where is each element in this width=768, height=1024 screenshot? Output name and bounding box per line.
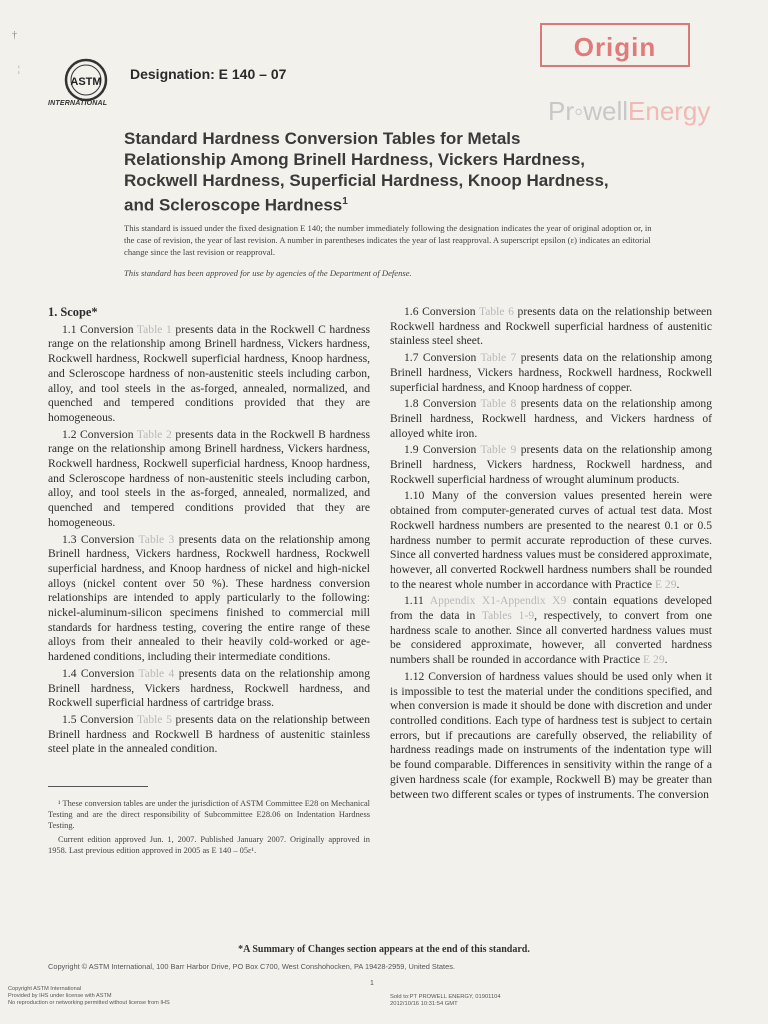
dod-approval-note: This standard has been approved for use by agencies of the Department of Defense.: [124, 268, 412, 278]
paragraph-1-11: 1.11 Appendix X1-Appendix X9 contain equations developed from the data in Tables 1-9, respectively, to convert from one hardness scale to another. Since all converted hardness values must be considered approximate, however, all converted hardness numbers shall be rounded in accordance with Practice E 29.: [390, 594, 713, 667]
paragraph-1-2: 1.2 Conversion Table 2 presents data in the Rockwell B hardness range on the relationship among Brinell hardness, Vickers hardness, Rockwell hardness, Rockwell superficial hardness, Knoop hardness, and Scleroscope hardness of non-austenitic steels including carbon, alloy, and tool steels in the as-forged, annealed, normalized, and quenched and tempered conditions provided that they are homogeneous.: [48, 427, 370, 529]
table-link[interactable]: Table 5: [136, 712, 172, 726]
footnote-edition: Current edition approved Jun. 1, 2007. Published January 2007. Originally approved in 1958. Last previous edition approved in 2005 as E 140 – 05ε¹.: [48, 835, 370, 855]
margin-mark: ¦: [18, 64, 20, 74]
paragraph-1-8: 1.8 Conversion Table 8 presents data on the relationship among Brinell hardness, Rockwell hardness, and Vickers hardness of alloyed white iron.: [390, 397, 713, 440]
logo-caption: INTERNATIONAL: [48, 100, 108, 107]
paragraph-1-5: 1.5 Conversion Table 5 presents data on the relationship between Brinell hardness and Rockwell B hardness of austenitic stainless steel plate in the annealed condition.: [48, 712, 370, 756]
table-link[interactable]: Table 6: [478, 305, 514, 318]
prowell-energy-watermark: Pr◦wellEnergy: [548, 96, 711, 126]
table-link[interactable]: Tables 1-9: [481, 609, 535, 623]
margin-mark: †: [12, 30, 17, 41]
designation: Designation: E 140 – 07: [130, 66, 287, 82]
table-link[interactable]: Table 8: [480, 397, 517, 411]
footnotes: [48, 798, 370, 859]
sold-to-notice: Sold to:PT PROWELL ENERGY, 01901104 2012/10/16 10:31:54 GMT: [390, 994, 501, 1007]
left-column: [48, 305, 370, 759]
footnote-1: ¹ These conversion tables are under the jurisdiction of ASTM Committee E28 on Mechanical Testing and are the direct responsibility of Subcommittee E28.06 on Indentation Hardness Testing.: [48, 799, 370, 830]
appendix-link[interactable]: Appendix X1-Appendix X9: [429, 594, 567, 608]
table-link[interactable]: Table 3: [138, 532, 175, 546]
paragraph-1-4: 1.4 Conversion Table 4 presents data on the relationship among Brinell hardness, Vickers hardness, Rockwell hardness, and Rockwell superficial hardness of cartridge brass.: [48, 666, 371, 710]
paragraph-1-6: 1.6 Conversion Table 6 presents data on the relationship between Rockwell hardness and Rockwell superficial hardness of austenitic stainless steel sheet.: [390, 305, 712, 348]
page-number: 1: [370, 980, 374, 987]
section-heading: 1. Scope*: [48, 305, 98, 319]
standard-intro: This standard is issued under the fixed designation E 140; the number immediately following the designation indicates the year of original adoption or, in the case of revision, the year of last revision. A number in parentheses indicates the year of last reapproval. A superscript epsilon (ε) indicates an editorial change since the last revision or reapproval.: [124, 223, 652, 257]
paragraph-1-10: 1.10 Many of the conversion values presented herein were obtained from computer-generated curves of actual test data. Most Rockwell hardness numbers are presented to the nearest 0.1 or 0.5 hardness number to permit accurate reproduction of these curves. Since all converted hardness values must be considered approximate, however, all converted Rockwell hardness numbers shall be rounded to the nearest whole number in accordance with Practice E 29.: [390, 489, 712, 591]
summary-of-changes-note: *A Summary of Changes section appears at the end of this standard.: [238, 944, 530, 955]
license-notice: Copyright ASTM International Provided by IHS under license with ASTM No reproduction or networking permitted without license from IHS: [8, 986, 170, 1006]
paragraph-1-3: 1.3 Conversion Table 3 presents data on the relationship among Brinell hardness, Vickers hardness, Rockwell hardness, Rockwell superficial hardness, and Knoop hardness of nickel and high-nickel alloys (nickel content over 50 %). These hardness conversion relationships are intended to apply particularly to the following: nickel-aluminum-silicon specimens finished to commercial mill standards for hardness testing, covering the entire range of these alloys from their annealed to their heavily cold-worked or age-hardened conditions, including their intermediate conditions.: [48, 532, 371, 664]
logo-text: ASTM: [70, 76, 102, 88]
paragraph-1-12: 1.12 Conversion of hardness values should be used only when it is impossible to test the material under the conditions specified, and when conversion is made it should be done with discretion and under controlled conditions. Each type of hardness test is subject to certain errors, but if precautions are carefully observed, the reliability of hardness readings made on instruments of the indentation type will be found comparable. Differences in sensitivity within the range of a given hardness scale (for example, Rockwell B) may be greater than between two different scales or types of instruments. The conversion: [390, 669, 712, 801]
right-column: [390, 305, 712, 804]
practice-link[interactable]: E 29: [654, 577, 677, 591]
footnote-divider: [48, 786, 148, 787]
paragraph-1-9: 1.9 Conversion Table 9 presents data on the relationship among Brinell hardness, Vickers hardness, Rockwell hardness, and Rockwell superficial hardness of wrought aluminum products.: [390, 443, 713, 486]
document-title: Standard Hardness Conversion Tables for Metals Relationship Among Brinell Hardness, Vickers Hardness, Rockwell Hardness, Superficial Hardness, Knoop Hardness, and Scleroscope Hardness$^1$: [124, 129, 609, 215]
paragraph-1-1: 1.1 Conversion Table 1 presents data in the Rockwell C hardness range on the relationship among Brinell hardness, Vickers hardness, Rockwell hardness, Rockwell superficial hardness, Knoop hardness, and Scleroscope hardness of non-austenitic steels including carbon, alloy, and tool steels in the as-forged, annealed, normalized, and quenched and tempered conditions provided that they are homogeneous.: [48, 322, 370, 424]
practice-link[interactable]: E 29: [643, 653, 665, 667]
table-link[interactable]: Table 9: [480, 443, 517, 457]
paragraph-1-7: 1.7 Conversion Table 7 presents data on the relationship among Brinell hardness, Vickers hardness, Rockwell hardness, Rockwell superficial hardness, and Knoop hardness of copper.: [390, 351, 713, 394]
origin-stamp: Origin: [540, 23, 690, 67]
table-link[interactable]: Table 4: [138, 666, 175, 680]
copyright-line: Copyright © ASTM International, 100 Barr Harbor Drive, PO Box C700, West Conshohocken, PA 19428-2959, United States.: [48, 962, 455, 971]
table-link[interactable]: Table 7: [480, 351, 517, 365]
table-link[interactable]: Table 1: [136, 322, 172, 336]
table-link[interactable]: Table 2: [136, 427, 172, 441]
